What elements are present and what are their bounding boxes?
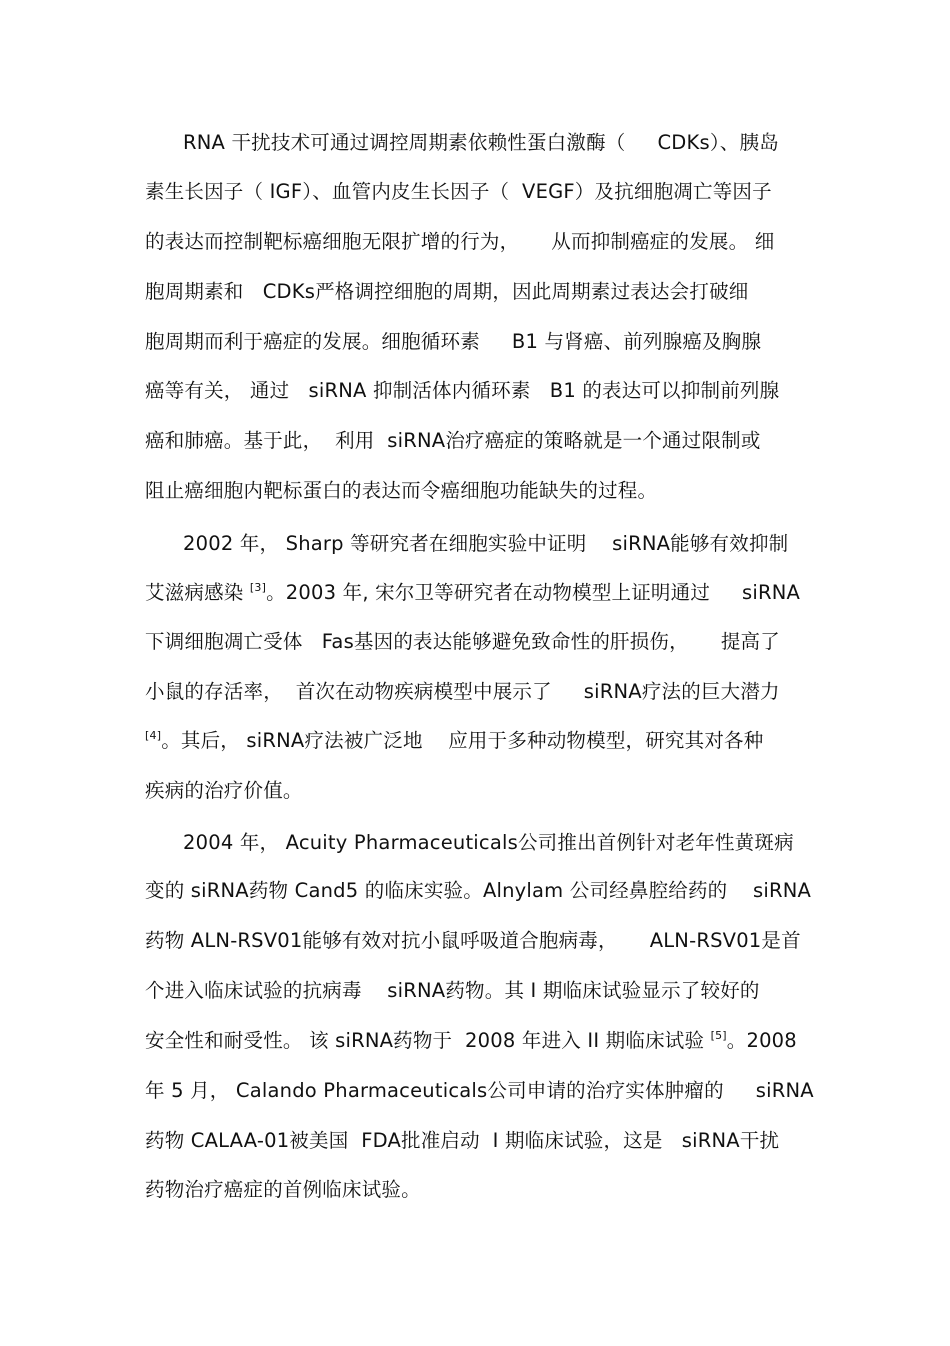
paragraph-line: 素生长因子（ IGF）、血管内皮生长因子（ VEGF）及抗细胞凋亡等因子 [145, 180, 772, 203]
paragraph-line: 个进入临床试验的抗病毒 siRNA药物。其 I 期临床试验显示了较好的 [145, 979, 760, 1002]
citation-marker: [3] [249, 581, 267, 594]
paragraph-line: 胞周期而利于癌症的发展。细胞循环素 B1 与肾癌、前列腺癌及胸腺 [145, 330, 762, 353]
paragraph-line: 胞周期素和 CDKs严格调控细胞的周期，因此周期素过表达会打破细 [145, 280, 749, 303]
paragraph-line: 小鼠的存活率， 首次在动物疾病模型中展示了 siRNA疗法的巨大潜力 [145, 680, 780, 703]
paragraph-line: 年 5 月， Calando Pharmaceuticals公司申请的治疗实体肿瘤的 siRNA [145, 1079, 814, 1102]
paragraph-line: [4]。其后， siRNA疗法被广泛地 应用于多种动物模型，研究其对各种 [145, 729, 764, 752]
paragraph-line: 变的 siRNA药物 Cand5 的临床实验。Alnylam 公司经鼻腔给药的 siRNA [145, 879, 812, 902]
paragraph-line: 的表达而控制靶标癌细胞无限扩增的行为， 从而抑制癌症的发展。 细 [145, 230, 775, 253]
paragraph-line: 下调细胞凋亡受体 Fas基因的表达能够避免致命性的肝损伤， 提高了 [145, 630, 780, 653]
paragraph-line: 疾病的治疗价值。 [145, 779, 303, 802]
paragraph-line: 2004 年， Acuity Pharmaceuticals公司推出首例针对老年性黄斑病 [183, 831, 794, 854]
paragraph-line: 药物治疗癌症的首例临床试验。 [145, 1178, 421, 1201]
paragraph-line: 2002 年， Sharp 等研究者在细胞实验中证明 siRNA能够有效抑制 [183, 532, 789, 555]
paragraph-line: 安全性和耐受性。 该 siRNA药物于 2008 年进入 II 期临床试验 [5]。2008 [145, 1029, 797, 1052]
citation-marker: [5] [710, 1029, 727, 1042]
paragraph-line: 阻止癌细胞内靶标蛋白的表达而令癌细胞功能缺失的过程。 [145, 479, 658, 502]
paragraph-line: RNA 干扰技术可通过调控周期素依赖性蛋白激酶（ CDKs）、胰岛 [183, 131, 779, 154]
paragraph-line: 药物 CALAA-01被美国 FDA批准启动 I 期临床试验，这是 siRNA干扰 [145, 1129, 780, 1152]
paragraph-line: 癌和肺癌。基于此， 利用 siRNA治疗癌症的策略就是一个通过限制或 [145, 429, 761, 452]
citation-marker: [4] [145, 729, 162, 742]
paragraph-line: 艾滋病感染 [3]。2003 年, 宋尔卫等研究者在动物模型上证明通过 siRNA [145, 581, 801, 604]
paragraph-line: 药物 ALN-RSV01能够有效对抗小鼠呼吸道合胞病毒， ALN-RSV01是首 [145, 929, 801, 952]
paragraph-line: 癌等有关， 通过 siRNA 抑制活体内循环素 B1 的表达可以抑制前列腺 [145, 379, 780, 402]
